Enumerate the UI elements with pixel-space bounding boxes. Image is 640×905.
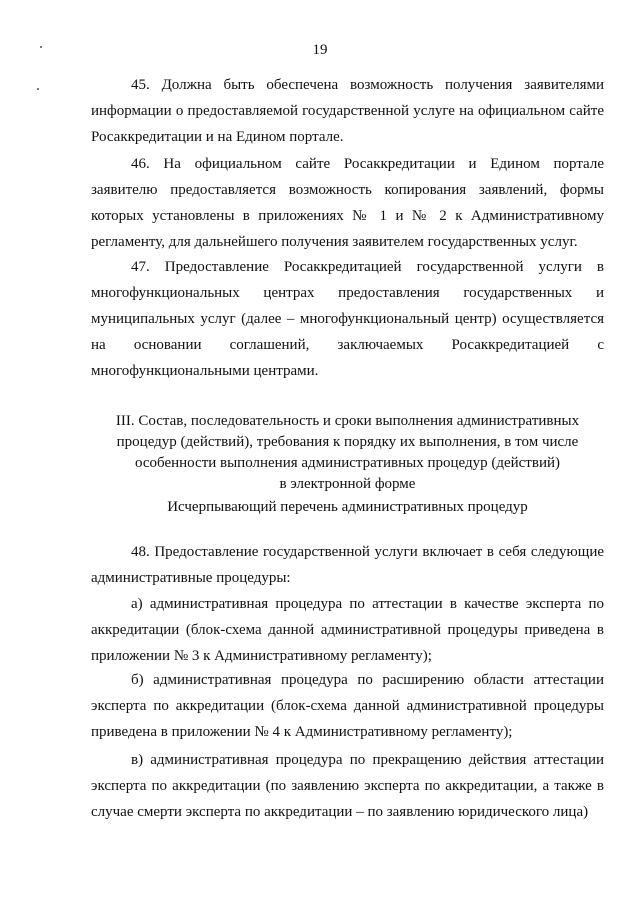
section-heading-line: процедур (действий), требования к порядку их выполнения, в том числе	[116, 434, 579, 450]
subheading: Исчерпывающий перечень административных процедур	[167, 499, 528, 515]
list-item-v: в) административная процедура по прекращению действия аттестации эксперта по аккредитации (по заявлению эксперта по аккредитации, а также в случае смерти эксперта по аккредитации – по заявлению юридического лица)	[91, 752, 604, 820]
paragraph-46: 46. На официальном сайте Росаккредитации и Едином портале заявителю предоставляется возможность копирования заявлений, формы которых установлены в приложениях № 1 и № 2 к Административному регламенту, для дальнейшего получения заявителем государственных услуг.	[91, 156, 604, 250]
section-heading-line: III. Состав, последовательность и сроки выполнения административных	[115, 413, 580, 429]
page-number: 19	[312, 42, 328, 58]
section-heading	[91, 411, 604, 495]
list-item-a: а) административная процедура по аттестации в качестве эксперта по аккредитации (блок-схема данной административной процедуры приведена в приложении № 3 к Административному регламенту);	[91, 596, 604, 664]
scan-speck	[37, 88, 39, 90]
section-heading-line: особенности выполнения административных процедур (действий)	[134, 455, 560, 471]
section-heading-line: в электронной форме	[279, 476, 416, 492]
list-item-b: б) административная процедура по расширению области аттестации эксперта по аккредитации (блок-схема данной административной процедуры приведена в приложении № 4 к Административному регламенту);	[91, 672, 604, 740]
paragraph-47: 47. Предоставление Росаккредитацией государственной услуги в многофункциональных центрах предоставления государственных и муниципальных услуг (далее – многофункциональный центр) осуществляется на основании соглашений, заключаемых Росаккредитацией с многофункциональными центрами.	[91, 259, 604, 379]
paragraph-48: 48. Предоставление государственной услуги включает в себя следующие административные процедуры:	[91, 544, 604, 586]
paragraph-45: 45. Должна быть обеспечена возможность получения заявителями информации о предоставляемой государственной услуге на официальном сайте Росаккредитации и на Едином портале.	[91, 77, 604, 145]
